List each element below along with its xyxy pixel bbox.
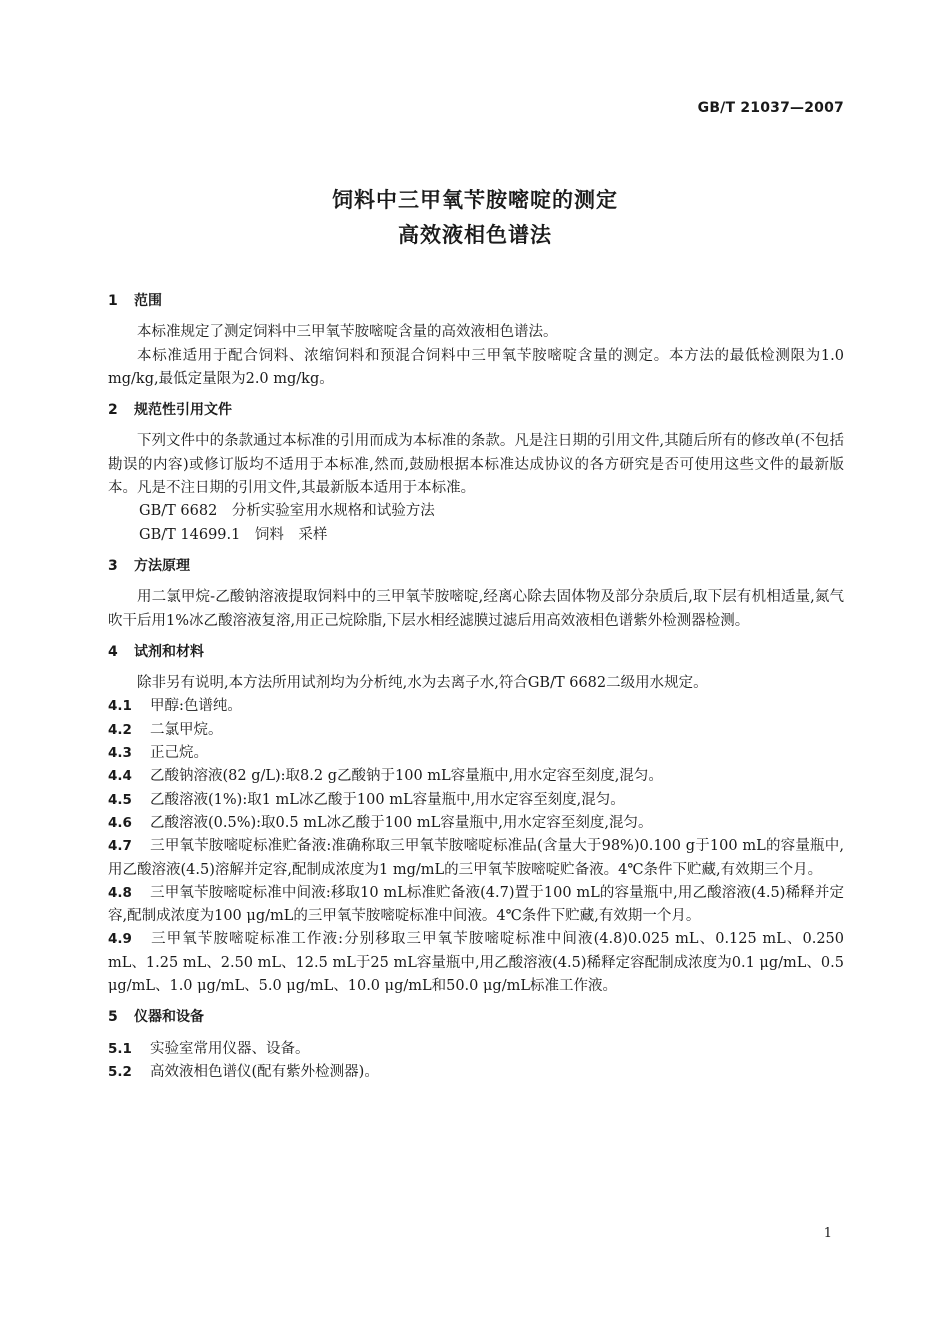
section-title: 规范性引用文件 [134,402,232,419]
item-text: 三甲氧苄胺嘧啶标准贮备液:准确称取三甲氧苄胺嘧啶标准品(含量大于98%)0.100 g于100 mL的容量瓶中,用乙酸溶液(4.5)溶解并定容,配制成浓度为1 mg/mL的三甲氧苄胺嘧啶贮备液。4℃条件下贮藏,有效期三个月。 [108,838,844,878]
section-heading-1 [108,290,844,313]
section-title: 范围 [134,293,162,309]
item-text: 高效液相色谱仪(配有紫外检测器)。 [150,1063,379,1080]
item-text: 乙酸溶液(0.5%):取0.5 mL冰乙酸于100 mL容量瓶中,用水定容至刻度,混匀。 [150,814,653,831]
section-title: 仪器和设备 [134,1009,204,1026]
document-body [108,290,844,1084]
section-heading-3 [108,555,844,578]
item-text: 三甲氧苄胺嘧啶标准中间液:移取10 mL标准贮备液(4.7)置于100 mL的容量瓶中,用乙酸溶液(4.5)稀释并定容,配制成浓度为100 μg/mL的三甲氧苄胺嘧啶标准中间液。4℃条件下贮藏,有效期一个月。 [108,884,844,925]
item-number: 5.1 [108,1040,132,1057]
item-number: 4.9 [108,931,132,948]
list-item [108,1061,844,1084]
item-text: 乙酸溶液(1%):取1 mL冰乙酸于100 mL容量瓶中,用水定容至刻度,混匀。 [150,791,625,808]
item-number: 5.2 [108,1063,132,1080]
item-text: 实验室常用仪器、设备。 [150,1040,310,1057]
paragraph: 用二氯甲烷-乙酸钠溶液提取饲料中的三甲氧苄胺嘧啶,经离心除去固体物及部分杂质后,取下层有机相适量,氮气吹干后用1%冰乙酸溶液复溶,用正己烷除脂,下层水相经滤膜过滤后用高效液相色谱紫外检测器检测。 [108,589,844,629]
list-item [108,928,844,998]
section-heading-5 [108,1006,844,1029]
item-number: 4.2 [108,721,132,738]
item-number: 4.1 [108,698,132,715]
paragraph: 下列文件中的条款通过本标准的引用而成为本标准的条款。凡是注日期的引用文件,其随后所有的修改单(不包括勘误的内容)或修订版均不适用于本标准,然而,鼓励根据本标准达成协议的各方研究是否可使用这些文件的最新版本。凡是不注日期的引用文件,其最新版本适用于本标准。 [108,433,844,497]
standard-number: GB/T 21037—2007 [697,100,844,116]
section-title: 试剂和材料 [134,643,204,660]
paragraph: 本标准适用于配合饲料、浓缩饲料和预混合饲料中三甲氧苄胺嘧啶含量的测定。本方法的最低检测限为1.0 mg/kg,最低定量限为2.0 mg/kg。 [108,347,844,387]
item-text: 三甲氧苄胺嘧啶标准工作液:分别移取三甲氧苄胺嘧啶标准中间液(4.8)0.025 mL、0.125 mL、0.250 mL、1.25 mL、2.50 mL、12.5 mL于25 mL容量瓶中,用乙酸溶液(4.5)稀释定容配制成浓度为0.1 μg/mL、0.5 μg/mL、1.0 μg/mL、5.0 μg/mL、10.0 μg/mL和50.0 μg/mL标准工作液。 [108,931,844,995]
list-item [108,882,844,929]
list-item [108,835,844,882]
item-number: 4.4 [108,768,132,785]
section-number: 4 [108,643,118,660]
list-item [108,789,844,812]
paragraph: 除非另有说明,本方法所用试剂均为分析纯,水为去离子水,符合GB/T 6682二级用水规定。 [137,675,708,692]
section-number: 3 [108,557,118,574]
item-number: 4.8 [108,884,132,901]
item-number: 4.5 [108,791,132,808]
list-item [108,765,844,788]
section-number: 5 [108,1009,118,1026]
document-subtitle: 高效液相色谱法 [398,223,552,247]
item-number: 4.3 [108,745,132,762]
normative-reference: GB/T 14699.1 饲料 采样 [139,526,328,543]
document-title: 饲料中三甲氧苄胺嘧啶的测定 [332,188,618,212]
paragraph: 本标准规定了测定饲料中三甲氧苄胺嘧啶含量的高效液相色谱法。 [137,324,558,341]
page-number: 1 [823,1226,832,1241]
list-item [108,742,844,765]
section-title: 方法原理 [134,557,190,574]
section-number: 2 [108,402,118,419]
item-text: 甲醇:色谱纯。 [150,698,242,715]
list-item [108,695,844,718]
item-number: 4.6 [108,814,132,831]
item-number: 4.7 [108,838,132,855]
item-text: 乙酸钠溶液(82 g/L):取8.2 g乙酸钠于100 mL容量瓶中,用水定容至刻度,混匀。 [150,768,663,785]
normative-reference: GB/T 6682 分析实验室用水规格和试验方法 [139,503,435,520]
item-text: 正己烷。 [150,745,208,762]
item-text: 二氯甲烷。 [150,721,223,738]
list-item [108,719,844,742]
list-item [108,1038,844,1061]
list-item [108,812,844,835]
section-number: 1 [108,293,118,309]
section-heading-4 [108,641,844,664]
section-heading-2 [108,399,844,422]
